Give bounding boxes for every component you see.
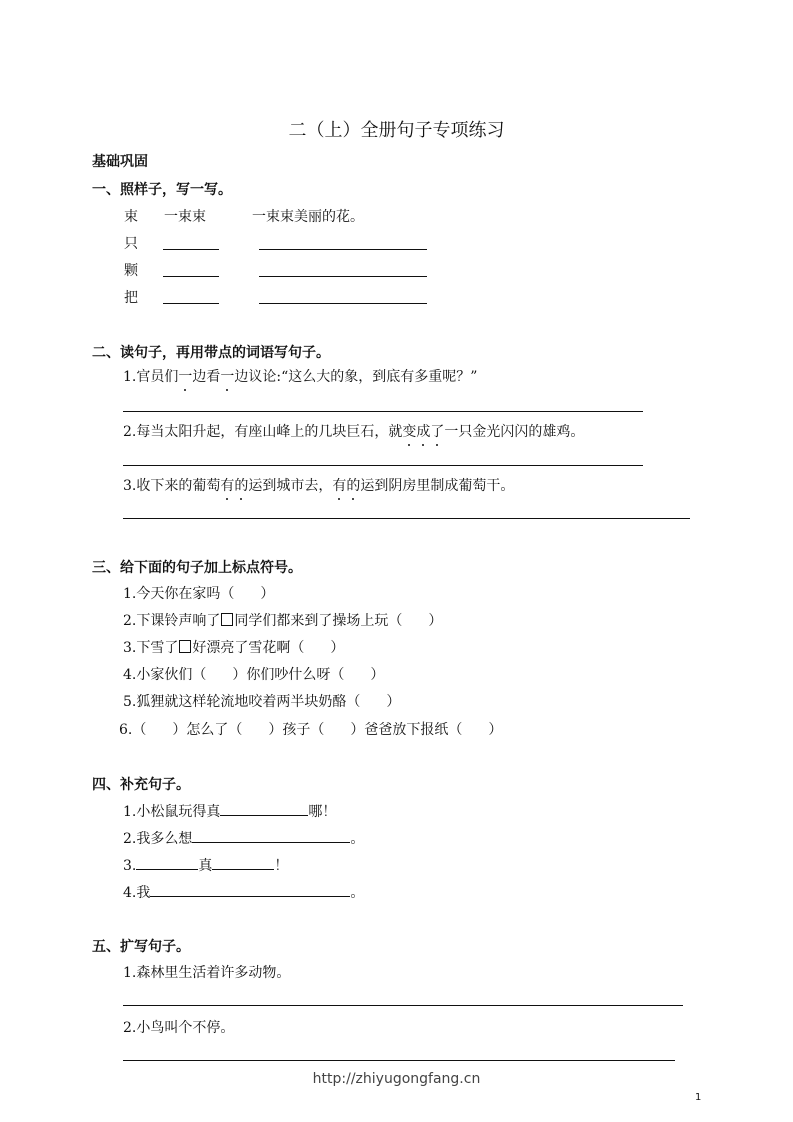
page-title: 二（上）全册句子专项练习: [288, 120, 505, 141]
dotted-char: 的: [346, 475, 360, 495]
fill-blank[interactable]: [136, 869, 198, 870]
question-3-1: 1.今天你在家吗（ ）: [123, 586, 275, 602]
question-2-1: 1.官员们一边看一边议论:“这么大的象，到底有多重呢？”: [123, 366, 477, 386]
practice-char: 只: [124, 236, 138, 252]
dotted-char: 一: [220, 366, 234, 386]
section-2-heading: 二、读句子，再用带点的词语写句子。: [92, 345, 330, 361]
page-number: 1: [695, 1092, 702, 1103]
answer-line[interactable]: [163, 249, 219, 250]
question-2-2: 2.每当太阳升起，有座山峰上的几块巨石，就变成了一只金光闪闪的雄鸡。: [123, 421, 584, 441]
section-label: 基础巩固: [92, 154, 148, 170]
answer-line[interactable]: [123, 411, 643, 412]
answer-line[interactable]: [123, 518, 690, 519]
question-5-1: 1.森林里生活着许多动物。: [123, 965, 291, 981]
question-3-3: 3.下雪了 好漂亮了雪花啊（ ）: [123, 640, 345, 656]
answer-line[interactable]: [123, 1005, 683, 1006]
question-3-5: 5.狐狸就这样轮流地咬着两半块奶酪（ ）: [123, 694, 401, 710]
example-sentence: 一束束美丽的花。: [252, 209, 364, 225]
example-phrase: 一束束: [164, 209, 206, 225]
answer-line[interactable]: [163, 276, 219, 277]
question-4-3: 3. 真 ！: [123, 858, 289, 874]
question-3-2: 2.下课铃声响了 同学们都来到了操场上玩（ ）: [123, 613, 443, 629]
punctuation-box[interactable]: [179, 640, 191, 653]
question-4-1: 1.小松鼠玩得真 哪！: [123, 804, 337, 820]
dotted-char: 变: [402, 421, 416, 441]
answer-line[interactable]: [123, 465, 643, 466]
example-char: 束: [124, 209, 138, 225]
answer-line[interactable]: [259, 303, 427, 304]
section-4-heading: 四、补充句子。: [92, 777, 190, 793]
section-3-heading: 三、给下面的句子加上标点符号。: [92, 560, 302, 576]
dotted-char: 了: [430, 421, 444, 441]
fill-blank[interactable]: [192, 842, 350, 843]
practice-char: 把: [124, 290, 138, 306]
question-3-6: 6.（ ）怎么了（ ）孩子（ ）爸爸放下报纸（ ）: [119, 722, 503, 738]
fill-blank[interactable]: [212, 869, 274, 870]
dotted-char: 的: [234, 475, 248, 495]
question-5-2: 2.小鸟叫个不停。: [123, 1020, 235, 1036]
question-2-3: 3.收下来的葡萄有的运到城市去，有的运到阴房里制成葡萄干。: [123, 475, 514, 495]
section-5-heading: 五、扩写句子。: [92, 939, 190, 955]
dotted-char: 成: [416, 421, 430, 441]
answer-line[interactable]: [259, 249, 427, 250]
dotted-char: 有: [220, 475, 234, 495]
question-3-4: 4.小家伙们（ ）你们吵什么呀（ ）: [123, 667, 385, 683]
fill-blank[interactable]: [150, 896, 350, 897]
section-1-heading: 一、照样子，写一写。: [92, 182, 232, 198]
dotted-char: 有: [332, 475, 346, 495]
question-4-4: 4.我 。: [123, 885, 365, 901]
practice-char: 颗: [124, 263, 138, 279]
answer-line[interactable]: [123, 1060, 675, 1061]
footer-url: http://zhiyugongfang.cn: [312, 1071, 481, 1087]
answer-line[interactable]: [163, 303, 219, 304]
answer-line[interactable]: [259, 276, 427, 277]
dotted-char: 一: [178, 366, 192, 386]
fill-blank[interactable]: [220, 815, 308, 816]
question-4-2: 2.我多么想 。: [123, 831, 365, 847]
punctuation-box[interactable]: [221, 613, 233, 626]
